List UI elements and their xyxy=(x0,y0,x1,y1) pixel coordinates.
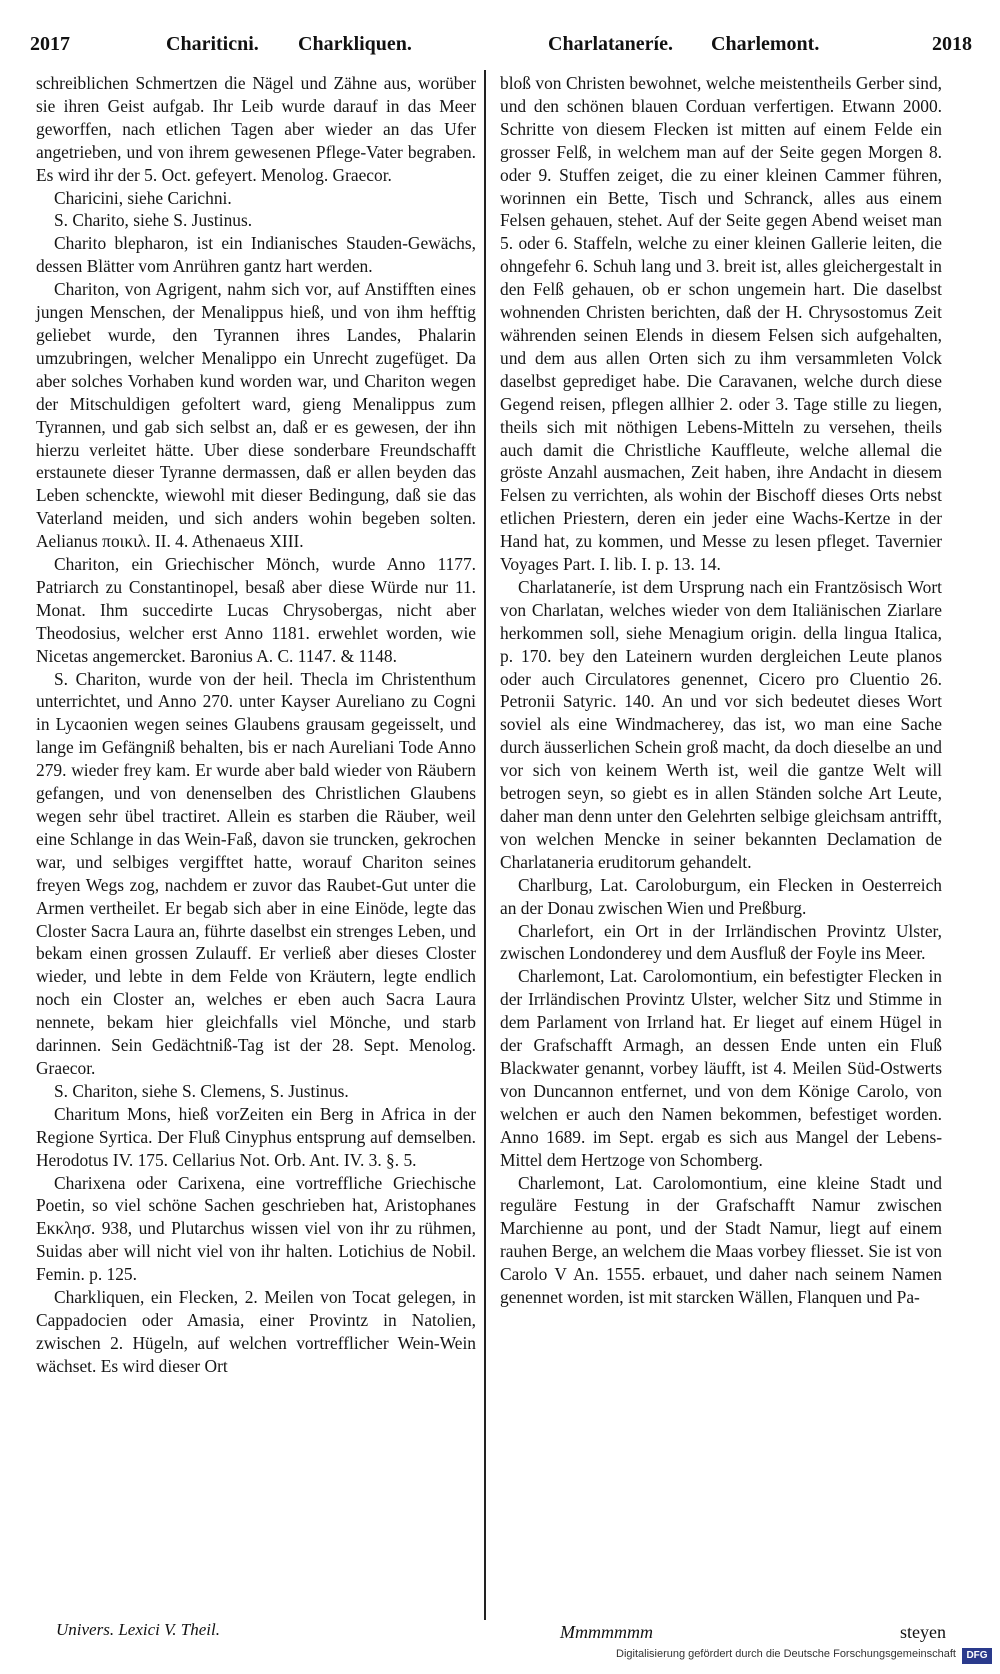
entry-paragraph: S. Chariton, wurde von der heil. Thecla im Christenthum unterrichtet, und Anno 270. unter Kayser Aureliano zu Cogni in Lycaonien wegen seines Glaubens grausam gegeisselt, und lange im Gefängniß behalten, bis er nach Aureliani Tode Anno 279. wieder frey kam. Er wurde aber bald wieder von Räubern gefangen, und von denenselben des Christlichen Glaubens wegen sehr übel tractiret. Allein es starben die Räuber, weil eine Schlange in das Wein-Faß, davon sie truncken, gekrochen war, und selbiges vergifftet hatte, worauf Chariton seines freyen Wegs zog, nachdem er zuvor das Raubet-Gut unter die Armen vertheilet. Er begab sich aber in eine Einöde, legte das Closter Sacra Laura an, führte daselbst ein strenges Leben, und bekam einen grossen Zulauff. Er verließ aber dieses Closter wieder, und lebte in dem Felde von Kräutern, legte endlich noch ein Closter an, welches er eben auch Sacra Laura nennete, bekam hier gleichfalls viel Mönche, und starb darinnen. Sein Gedächtniß-Tag ist der 28. Sept. Menolog. Graecor. xyxy=(36,668,476,1078)
entry-paragraph: schreiblichen Schmertzen die Nägel und Zähne aus, worüber sie ihren Geist aufgab. Ihr Leib wurde darauf in das Meer geworffen, nach etlichen Tagen aber wieder an das Ufer angetrieben, und von ihrem gewesenen Pflege-Vater begraben. Es wird ihr der 5. Oct. gefeyert. Menolog. Graecor. xyxy=(36,73,476,185)
entry-paragraph: Charlefort, ein Ort in der Irrländischen Provintz Ulster, zwischen Londonderey und dem Ausfluß der Foyle ins Meer. xyxy=(500,920,942,964)
entry-paragraph: Charlataneríe, ist dem Ursprung nach ein Frantzösisch Wort von Charlatan, welches wieder von dem Italiänischen Ziarlare herkommen soll, siehe Menagium origin. della lingua Italica, p. 170. bey den Lateinern wurden dergleichen Leute planos oder auch Circulatores genennet, Cicero pro Cluentio 26. Petronii Satyric. 140. An und vor sich bedeutet dieses Wort soviel als eine Windmacherey, das ist, wo man eine Sache durch äusserlichen Schein groß macht, da doch dieselbe an und vor sich von keinem Werth ist, weil die gantze Welt will betrogen seyn, so giebt es in allen Ständen solche Art Leute, daher man denn unter den Gelehrten selbige gleichsam antrifft, von welchen Mencke in seiner bekannten Declamation de Charlataneria eruditorum gehandelt. xyxy=(500,576,942,872)
entry-paragraph: Charkliquen, ein Flecken, 2. Meilen von Tocat gelegen, in Cappadocien oder Amasia, einer Provintz in Natolien, zwischen 2. Hügeln, auf welchen vortrefflicher Wein-Wein wächset. Es wird dieser Ort xyxy=(36,1287,476,1376)
column-divider xyxy=(484,70,486,1620)
entry-paragraph: Charito blepharon, ist ein Indianisches Stauden-Gewächs, dessen Blätter vom Anrühren gantz hart werden. xyxy=(36,233,476,277)
entry-paragraph: Chariton, ein Griechischer Mönch, wurde Anno 1177. Patriarch zu Constantinopel, besaß aber diese Würde nur 11. Monat. Ihm succedirte Lucas Chrysobergas, nicht aber Theodosius, welcher erst Anno 1181. erwehlet worden, wie Nicetas angemercket. Baronius A. C. 1147. & 1148. xyxy=(36,554,476,666)
right-column xyxy=(500,72,942,1309)
running-headword-4: Charlemont. xyxy=(711,33,820,55)
running-headword-2: Charkliquen. xyxy=(298,33,412,55)
running-header xyxy=(28,33,972,63)
dfg-logo: DFG xyxy=(962,1648,992,1664)
running-headword-3: Charlataneríe. xyxy=(548,33,673,55)
running-headword-1: Chariticni. xyxy=(166,33,259,55)
entry-paragraph: bloß von Christen bewohnet, welche meistentheils Gerber sind, und den schönen blauen Corduan verfertigen. Etwann 2000. Schritte von diesem Flecken ist mitten auf einem Felde ein grosser Felß, in welchem man auf der Seite gegen Morgen 8. oder 9. Stuffen zeiget, die zu einer kleinen Cammer führen, worinnen ein Bette, Tisch und Schranck, alles aus einem Felsen gehauen, stehet. Auf der Seite gegen Abend weiset man 5. oder 6. Staffeln, welche zu einer kleinen Gallerie leiten, die ohngefehr 6. Schuh lang und 3. breit ist, alles gleichergestalt in den Felß gehauen, ob er schon ungemein hart. Die daselbst wohnenden Christen berichten, daß der H. Chrysostomus Zeit währenden seinen Elends in diesem Felsen sich aufgehalten, und dem aus allen Orten sich zu ihm versammleten Volck daselbst geprediget habe. Die Caravanen, welche durch diese Gegend reisen, pflegen allhier 2. oder 3. Tage stille zu liegen, theils sich mit nöthigen Lebens-Mitteln zu versehen, theils auch damit die Christliche Kauffleute, welche allemal die gröste Anzahl ausmachen, Zeit haben, ihre Andacht in diesem Felsen zu verrichten, als wohin der Bischoff dieses Orts nebst etlichen Priestern, deren ein jeder eine Wachs-Kertze in der Hand hat, zu kommen, und Messe zu lesen pfleget. Tavernier Voyages Part. I. lib. I. p. 13. 14. xyxy=(500,73,942,575)
signature-mark: Mmmmmmm xyxy=(560,1622,653,1642)
entry-paragraph: Charicini, siehe Carichni. xyxy=(54,187,232,208)
catchword: steyen xyxy=(900,1622,946,1642)
page-number-right: 2018 xyxy=(932,33,972,55)
left-column xyxy=(36,72,476,1378)
page-number-left: 2017 xyxy=(30,33,70,55)
entry-paragraph: Chariton, von Agrigent, nahm sich vor, auf Anstifften eines jungen Menschen, der Menalippus hieß, und von ihm hefftig geliebet wurde, den Tyrannen ihres Landes, Phalarin umzubringen, welcher Menalippo ein Unrecht zugefüget. Da aber solches Vorhaben kund worden war, und Chariton wegen der Mitschuldigen gefoltert ward, gieng Menalippus zum Tyrannen, und gab sich selbst an, daß er es gewesen, der ihn hierzu verleitet hätte. Uber diese sonderbare Freundschafft erstaunete dieser Tyranne dermassen, daß er allen beyden das Leben schenckte, wiewohl mit dieser Bedingung, daß sie das Vaterland meiden, und sich anders wohin begeben solten. Aelianus ποικιλ. II. 4. Athenaeus XIII. xyxy=(36,279,476,552)
entry-paragraph: S. Charito, siehe S. Justinus. xyxy=(54,210,253,231)
digitization-credit: Digitalisierung gefördert durch die Deutsche Forschungsgemeinschaft xyxy=(616,1648,956,1660)
entry-paragraph: Charlemont, Lat. Carolomontium, ein befestigter Flecken in der Irrländischen Provintz Ulster, welcher Sitz und Stimme in dem Parlament von Irrland hat. Er lieget auf einem Hügel in der Grafschafft Armagh, an dessen Ende unten ein Fluß Blackwater genannt, vorbey läufft, ist 4. Meilen Süd-Ostwerts von Duncannon entfernet, und von dem Könige Carolo, von welchen er auch den Namen bekommen, befestiget worden. Anno 1689. im Sept. ergab es sich aus Mangel der Lebens-Mittel dem Hertzoge von Schomberg. xyxy=(500,966,942,1170)
entry-paragraph: S. Chariton, siehe S. Clemens, S. Justinus. xyxy=(54,1080,349,1101)
entry-paragraph: Charlemont, Lat. Carolomontium, eine kleine Stadt und reguläre Festung in der Grafschafft Namur zwischen Marchienne au pont, und der Stadt Namur, liegt auf einem rauhen Berge, an welchem die Maas vorbey fliesset. Sie ist von Carolo V An. 1555. erbauet, und daher nach seinem Namen genennet worden, ist mit starcken Wällen, Flanquen und Pa- xyxy=(500,1172,942,1308)
entry-paragraph: Charlburg, Lat. Caroloburgum, ein Flecken in Oesterreich an der Donau zwischen Wien und Preßburg. xyxy=(500,874,942,918)
entry-paragraph: Charitum Mons, hieß vorZeiten ein Berg in Africa in der Regione Syrtica. Der Fluß Cinyphus entsprung auf demselben. Herodotus IV. 175. Cellarius Not. Orb. Ant. IV. 3. §. 5. xyxy=(36,1103,476,1170)
volume-footer: Univers. Lexici V. Theil. xyxy=(56,1620,220,1639)
entry-paragraph: Charixena oder Carixena, eine vortreffliche Griechische Poetin, so viel schöne Sachen geschrieben hat, Aristophanes Εκκλησ. 938, und Plutarchus wissen viel von ihr zu rühmen, Suidas aber will nicht viel von ihr halten. Lotichius de Nobil. Femin. p. 125. xyxy=(36,1172,476,1285)
